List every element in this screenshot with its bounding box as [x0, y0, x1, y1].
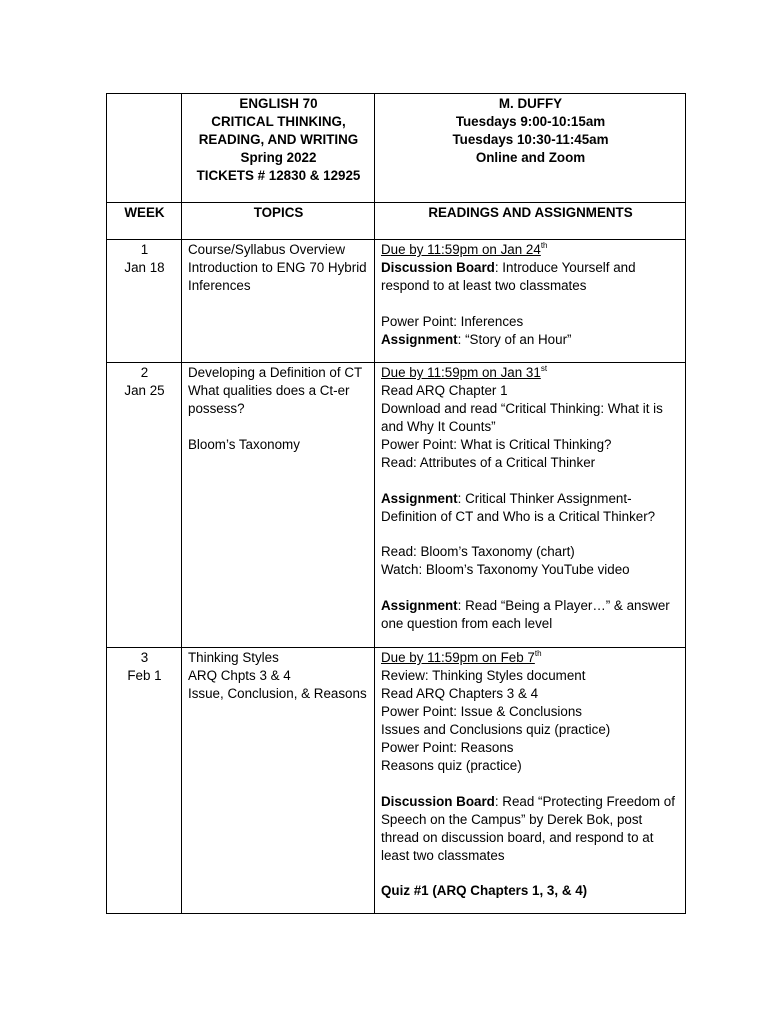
- reading-item: Read: Bloom’s Taxonomy (chart): [381, 544, 575, 559]
- course-info-cell: [182, 94, 375, 203]
- due-date: Due by 11:59pm on Jan 31st: [381, 364, 548, 380]
- week-date: Jan 18: [124, 260, 165, 275]
- reading-item: Read ARQ Chapter 1: [381, 383, 508, 398]
- reading-item: Power Point: Inferences: [381, 313, 524, 329]
- assignment-item: Discussion Board: Introduce Yourself and respond to at least two classmates: [381, 260, 636, 293]
- topic-item: What qualities does a Ct-er possess?: [188, 383, 350, 416]
- reading-item: Reasons quiz (practice): [381, 758, 522, 773]
- course-term: Spring 2022: [240, 150, 317, 165]
- readings-cell: [375, 240, 686, 363]
- readings-cell: [375, 363, 686, 648]
- instructor-name: M. DUFFY: [498, 96, 563, 111]
- table-row: [107, 363, 686, 648]
- table-row: [107, 648, 686, 914]
- assignment-item: Assignment: Critical Thinker Assignment- Definition of CT and Who is a Critical Thinker?: [381, 490, 656, 524]
- reading-item: Read: Attributes of a Critical Thinker: [381, 455, 596, 470]
- reading-item: Watch: Bloom’s Taxonomy YouTube video: [381, 562, 630, 577]
- table-row: [107, 240, 686, 363]
- column-header-topics: TOPICS: [182, 203, 375, 240]
- week-cell: [107, 363, 182, 648]
- week-number: 3: [140, 650, 149, 665]
- course-title-line-2: READING, AND WRITING: [198, 132, 359, 147]
- assignment-item: Assignment: Read “Being a Player…” & answer one question from each level: [381, 597, 670, 631]
- week-number: 2: [140, 365, 149, 380]
- topics-cell: [182, 240, 375, 363]
- header-blank-cell: [107, 94, 182, 203]
- week-cell: [107, 648, 182, 914]
- assignment-item: Assignment: “Story of an Hour”: [381, 331, 572, 347]
- due-date: Due by 11:59pm on Jan 24th: [381, 241, 548, 257]
- course-tickets: TICKETS # 12830 & 12925: [196, 168, 361, 183]
- instructor-info-cell: [375, 94, 686, 203]
- topic-item: Developing a Definition of CT: [188, 365, 363, 380]
- readings-cell: [375, 648, 686, 914]
- class-time-2: Tuesdays 10:30-11:45am: [452, 132, 609, 147]
- topic-item: Introduction to ENG 70 Hybrid Inferences: [188, 260, 367, 293]
- class-time-1: Tuesdays 9:00-10:15am: [455, 114, 606, 129]
- week-cell: [107, 240, 182, 363]
- topic-item: ARQ Chpts 3 & 4: [188, 668, 291, 683]
- reading-item: Issues and Conclusions quiz (practice): [381, 722, 611, 737]
- week-number: 1: [140, 242, 149, 257]
- reading-item: Read ARQ Chapters 3 & 4: [381, 686, 539, 701]
- topics-cell: [182, 363, 375, 648]
- class-location: Online and Zoom: [475, 150, 586, 165]
- week-date: Feb 1: [127, 668, 162, 683]
- column-header-row: [107, 203, 686, 240]
- reading-item: Power Point: Reasons: [381, 740, 514, 755]
- assignment-item: Discussion Board: Read “Protecting Freedom of Speech on the Campus” by Derek Bok, post thread on discussion board, and respond to at least two classmates: [381, 793, 675, 863]
- topic-item: Course/Syllabus Overview: [188, 242, 346, 257]
- reading-item: Power Point: What is Critical Thinking?: [381, 437, 612, 452]
- due-date: Due by 11:59pm on Feb 7th: [381, 649, 542, 665]
- topic-item: Thinking Styles: [188, 650, 279, 665]
- topics-cell: [182, 648, 375, 914]
- reading-item: Download and read “Critical Thinking: What it is and Why It Counts”: [381, 401, 663, 434]
- syllabus-table: [106, 93, 686, 914]
- reading-item: Review: Thinking Styles document: [381, 668, 586, 683]
- course-name: ENGLISH 70: [239, 96, 318, 111]
- quiz-item: Quiz #1 (ARQ Chapters 1, 3, & 4): [381, 883, 588, 898]
- topic-item: Bloom’s Taxonomy: [188, 436, 300, 452]
- topic-item: Issue, Conclusion, & Reasons: [188, 686, 367, 701]
- column-header-week: WEEK: [107, 203, 182, 240]
- column-header-readings: READINGS AND ASSIGNMENTS: [375, 203, 686, 240]
- course-title-line-1: CRITICAL THINKING,: [211, 114, 346, 129]
- header-row: [107, 94, 686, 203]
- reading-item: Power Point: Issue & Conclusions: [381, 704, 582, 719]
- week-date: Jan 25: [124, 383, 165, 398]
